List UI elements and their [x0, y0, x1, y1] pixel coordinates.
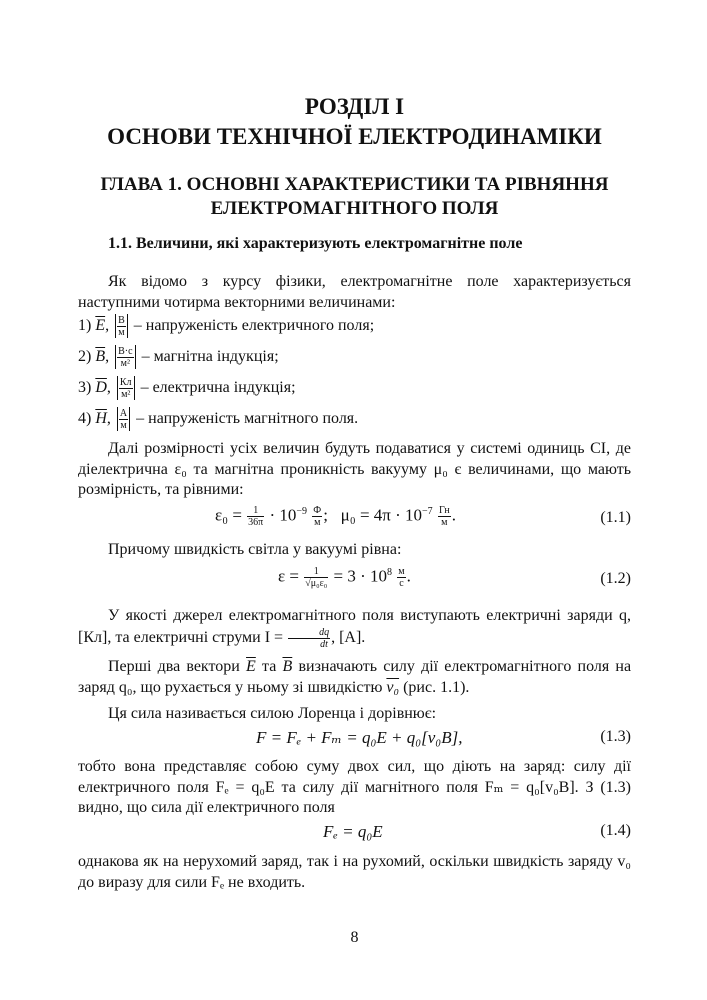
vector-desc: – електрична індукція; [140, 379, 296, 396]
equation-1-3: F = Fₑ + Fₘ = q₀E + q₀[v₀B], (1.3) [256, 728, 631, 747]
vector-desc: – напруженість магнітного поля. [136, 410, 359, 427]
units-paragraph: Далі розмірності усіх величин будуть подаватися у системі одиниць СІ, де діелектрична ε₀ та магнітна проникність вакууму μ₀ є величинами, що мають розмірність, та рівними: [78, 440, 631, 498]
lorentz-paragraph: Ця сила називається силою Лоренца і дорівнює: [108, 705, 437, 722]
equation-1-4: Fₑ = q₀E (1.4) [323, 822, 631, 841]
equation-1-1: ε₀ = $\frac{1}{36\pi}$ · $10^{-9}$ $\frac{Ф}{м}$ ; $\mu_0 = 4\pi \cdot 10^{-7}$ $\frac{Гн}{м}$ . (1.1) [215, 505, 631, 528]
unit-bracket: $\frac{В}{м}$ [115, 314, 128, 338]
equation-number: (1.3) [600, 728, 631, 745]
equation-number: (1.2) [600, 570, 631, 587]
unit-bracket: $\frac{А}{м}$ [117, 407, 130, 431]
vector-item-3: 3) $\overline{D}$, $\frac{Кл}{\text{м²}}$ – електрична індукція; [78, 377, 296, 401]
sources-paragraph: У якості джерел електромагнітного поля виступають електричні заряди q, [Кл], та електричні струми I = $\frac{dq}{dt}$ , [А]. [78, 607, 631, 650]
section-title: РОЗДІЛ І [304, 94, 405, 119]
subsection-title: 1.1. Величини, які характеризують електромагнітне поле [108, 235, 523, 252]
vector-item-1: 1) $\overline{E}$, $\frac{В}{м}$ – напруженість електричного поля; [78, 315, 375, 339]
sum-paragraph: тобто вона представляє собою суму двох сил, що діють на заряд: силу дії електричного поля Fₑ = q₀E та силу дії магнітного поля Fₘ = q₀[v₀B]. З (1.3) видно, що сила дії електричного поля [78, 758, 631, 816]
vector-symbol: $\overline{H}$ [95, 410, 107, 427]
equation-1-2: ε = $\frac{1}{\text{√μ₀ε₀}}$ = $3 \cdot 10^8$ $\frac{м}{с}$ . (1.2) [278, 566, 631, 589]
vector-symbol: $\overline{B}$ [95, 348, 106, 365]
vector-desc: – напруженість електричного поля; [133, 317, 375, 334]
unit-bracket: $\frac{Кл}{\text{м²}}$ [117, 376, 135, 400]
force-paragraph: Перші два вектори $\overline{E}$ та $\overline{B}$ визначають силу дії електромагнітного поля на заряд q₀, що рухається у ньому зі швидкістю v₀ (рис. 1.1). [78, 658, 632, 696]
vector-item-2: 2) $\overline{B}$, $\frac{В\cdot с}{\text{м²}}$ – магнітна індукція; [78, 346, 279, 370]
closing-paragraph: однакова як на нерухомий заряд, так і на рухомий, оскільки швидкість заряду v₀ до виразу для сили Fₑ не входить. [78, 853, 631, 891]
page [78, 0, 631, 1000]
intro-paragraph: Як відомо з курсу фізики, електромагнітне поле характеризується наступними чотирма векторними величинами: [78, 273, 631, 311]
light-paragraph: Причому швидкість світла у вакуумі рівна: [108, 541, 402, 558]
unit-bracket: $\frac{В\cdot с}{\text{м²}}$ [115, 345, 135, 369]
section-subtitle: ОСНОВИ ТЕХНІЧНОЇ ЕЛЕКТРОДИНАМІКИ [107, 124, 602, 149]
vector-item-4: 4) $\overline{H}$, $\frac{А}{м}$ – напруженість магнітного поля. [78, 408, 359, 432]
chapter-title-line2: ЕЛЕКТРОМАГНІТНОГО ПОЛЯ [210, 198, 499, 219]
vector-symbol: $\overline{D}$ [95, 379, 107, 396]
chapter-title-line1: ГЛАВА 1. ОСНОВНІ ХАРАКТЕРИСТИКИ ТА РІВНЯННЯ [100, 174, 609, 195]
equation-number: (1.4) [600, 822, 631, 839]
page-number: 8 [350, 929, 359, 946]
vector-desc: – магнітна індукція; [141, 348, 279, 365]
vector-symbol: $\overline{E}$ [95, 317, 106, 334]
equation-number: (1.1) [600, 509, 631, 526]
